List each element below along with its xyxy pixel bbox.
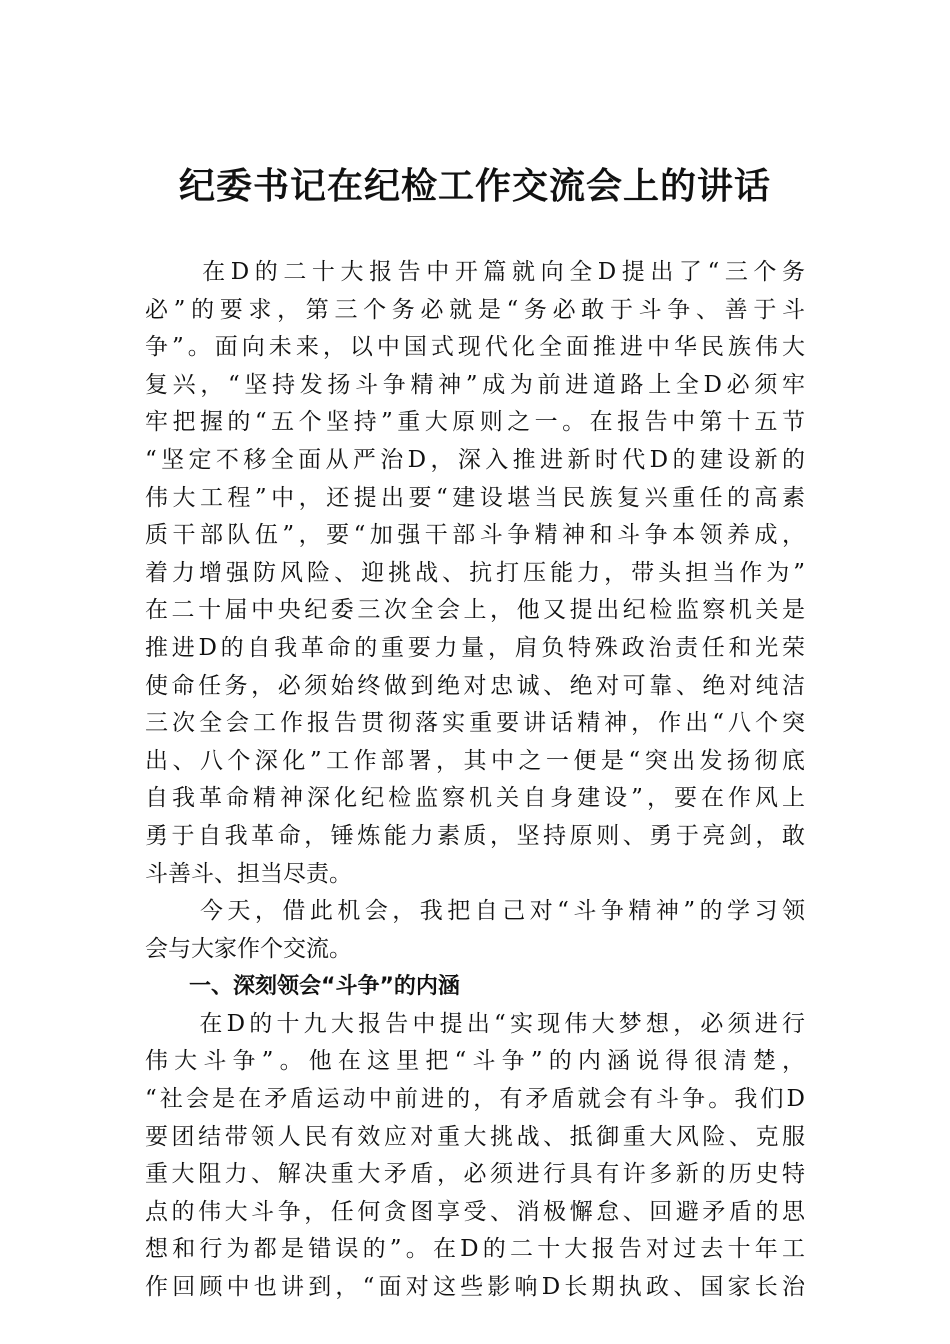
paragraph-line: 伟大工程”中，还提出要“建设堪当民族复兴重任的高素	[145, 484, 805, 511]
paragraph-line: 出、八个深化”工作部署，其中之一便是“突出发扬彻底	[145, 747, 805, 774]
paragraph-line: 推进D的自我革命的重要力量，肩负特殊政治责任和光荣	[145, 634, 805, 661]
paragraph-line: 使命任务，必须始终做到绝对忠诚、绝对可靠、绝对纯洁	[145, 672, 805, 699]
paragraph-line: 质干部队伍”，要“加强干部斗争精神和斗争本领养成，	[145, 522, 805, 549]
paragraph-line: 勇于自我革命，锤炼能力素质，坚持原则、勇于亮剑，敢	[145, 822, 805, 849]
paragraph-line: 在D的二十大报告中开篇就向全D提出了“三个务	[145, 259, 805, 285]
paragraph-line: 牢把握的“五个坚持”重大原则之一。在报告中第十五节	[145, 409, 805, 436]
paragraph-line: 着力增强防风险、迎挑战、抗打压能力，带头担当作为”	[145, 559, 805, 586]
paragraph-line: 斗善斗、担当尽责。	[145, 860, 352, 887]
paragraph-line: 重大阻力、解决重大矛盾，必须进行具有许多新的历史特	[145, 1161, 805, 1188]
paragraph-line: 伟大斗争”。他在这里把“斗争”的内涵说得很清楚，	[145, 1048, 805, 1075]
paragraph-line: 争”。面向未来，以中国式现代化全面推进中华民族伟大	[145, 334, 805, 361]
paragraph-line: 在二十届中央纪委三次全会上，他又提出纪检监察机关是	[145, 597, 805, 624]
paragraph-line: “社会是在矛盾运动中前进的，有矛盾就会有斗争。我们D	[145, 1086, 805, 1113]
section-heading: 一、深刻领会“斗争”的内涵	[145, 974, 460, 1000]
paragraph-line: 自我革命精神深化纪检监察机关自身建设”，要在作风上	[145, 785, 805, 812]
paragraph-line: 会与大家作个交流。	[145, 935, 352, 962]
paragraph-line: 想和行为都是错误的”。在D的二十大报告对过去十年工	[145, 1236, 805, 1263]
paragraph-line: 今天，借此机会，我把自己对“斗争精神”的学习领	[145, 898, 805, 925]
paragraph-line: 在D的十九大报告中提出“实现伟大梦想，必须进行	[145, 1010, 805, 1037]
paragraph-line: 要团结带领人民有效应对重大挑战、抵御重大风险、克服	[145, 1123, 805, 1150]
paragraph-line: 作回顾中也讲到，“面对这些影响D长期执政、国家长治	[145, 1274, 805, 1301]
paragraph-line: “坚定不移全面从严治D，深入推进新时代D的建设新的	[145, 446, 805, 473]
paragraph-line: 必”的要求，第三个务必就是“务必敢于斗争、善于斗	[145, 296, 805, 323]
paragraph-line: 三次全会工作报告贯彻落实重要讲话精神，作出“八个突	[145, 710, 805, 737]
document-body	[145, 254, 805, 1307]
paragraph-line: 点的伟大斗争，任何贪图享受、消极懈怠、回避矛盾的思	[145, 1198, 805, 1225]
document-title: 纪委书记在纪检工作交流会上的讲话	[178, 165, 771, 207]
paragraph-line: 复兴，“坚持发扬斗争精神”成为前进道路上全D必须牢	[145, 371, 805, 398]
